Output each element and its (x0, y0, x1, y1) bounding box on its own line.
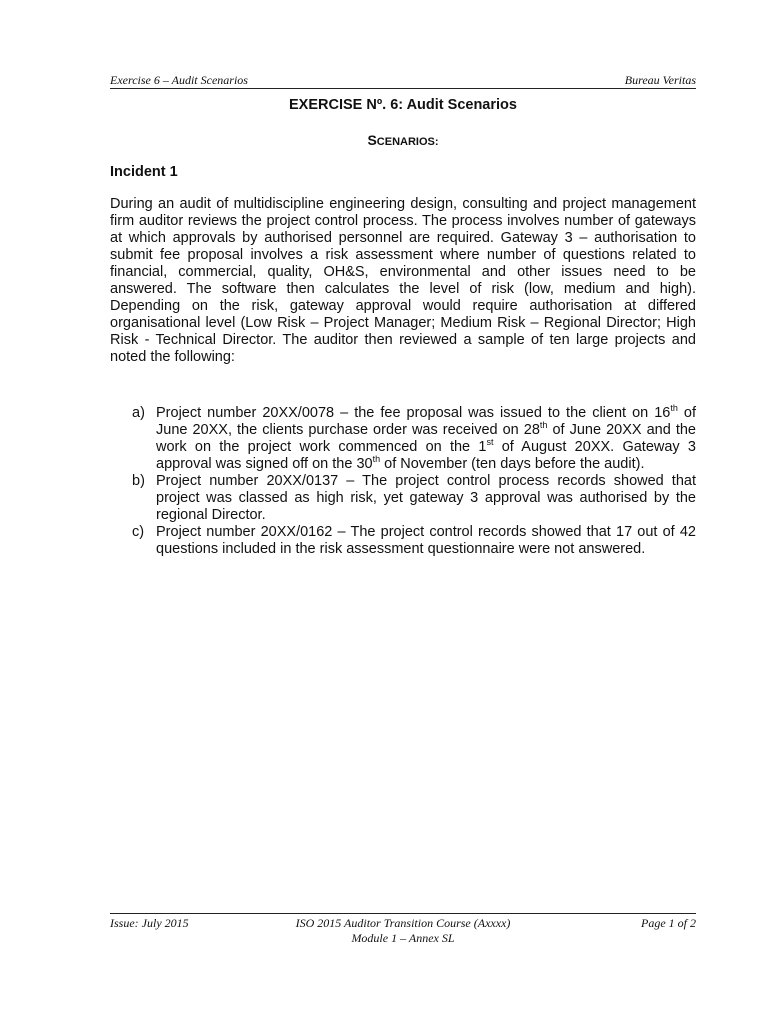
page-footer (110, 913, 696, 945)
header-company: Bureau Veritas (624, 73, 696, 87)
list-marker: b) (132, 473, 145, 489)
findings-list (110, 405, 696, 558)
item-a-part: of June 20XX, the clients purchase order was received on 28 (156, 405, 697, 438)
footer-page-number: Page 1 of 2 (641, 916, 696, 930)
item-b-text: Project number 20XX/0137 – The project control process records showed that project was classed as high risk, yet gateway 3 approval was authorised by the regional Director. (156, 473, 696, 523)
list-item (110, 524, 696, 558)
scenarios-heading-initial: S (367, 132, 377, 148)
running-header (110, 72, 696, 89)
ordinal-suffix: th (372, 454, 381, 464)
list-item (110, 405, 696, 473)
incident-heading: Incident 1 (110, 164, 178, 180)
incident-paragraph: During an audit of multidiscipline engineering design, consulting and project management firm auditor reviews the project control process. The process involves number of gateways at which approvals by authorised personnel are required. Gateway 3 – authorisation to submit fee proposal involves a risk assessment where number of questions related to financial, commercial, quality, OH&S, environmental and other issues need to be answered. The software then calculates the level of risk (low, medium and high). Depending on the risk, gateway approval would require authorisation at differed organisational level (Low Risk – Project Manager; Medium Risk – Regional Director; High Risk - Technical Director. The auditor then reviewed a sample of ten large projects and noted the following: (110, 196, 696, 365)
list-marker: a) (132, 405, 145, 421)
footer-course-info (110, 916, 696, 946)
item-a-part: of June 20XX and the work on the project work commenced on the 1 (156, 422, 696, 455)
header-exercise-title: Exercise 6 – Audit Scenarios (110, 73, 248, 87)
ordinal-suffix: th (539, 420, 548, 430)
scenarios-heading (110, 131, 696, 151)
item-a-part: of August 20XX. Gateway 3 approval was signed off on the 30 (156, 439, 696, 472)
item-a-part: of November (ten days before the audit). (380, 456, 645, 472)
footer-module: Module 1 – Annex SL (351, 931, 455, 945)
list-item (110, 473, 696, 524)
exercise-title: EXERCISE Nº. 6: Audit Scenarios (289, 97, 517, 113)
item-a-part: Project number 20XX/0078 – the fee proposal was issued to the client on 16 (156, 405, 671, 421)
item-a-text (156, 405, 696, 472)
list-marker: c) (132, 524, 145, 540)
item-c-text: Project number 20XX/0162 – The project control records showed that 17 out of 42 questions included in the risk assessment questionnaire were not answered. (156, 524, 696, 557)
ordinal-suffix: th (670, 403, 678, 413)
footer-issue-date: Issue: July 2015 (110, 916, 189, 930)
scenarios-heading-rest: CENARIOS: (376, 136, 439, 148)
ordinal-suffix: st (486, 437, 494, 447)
footer-course-title: ISO 2015 Auditor Transition Course (Axxxx) (295, 916, 511, 930)
